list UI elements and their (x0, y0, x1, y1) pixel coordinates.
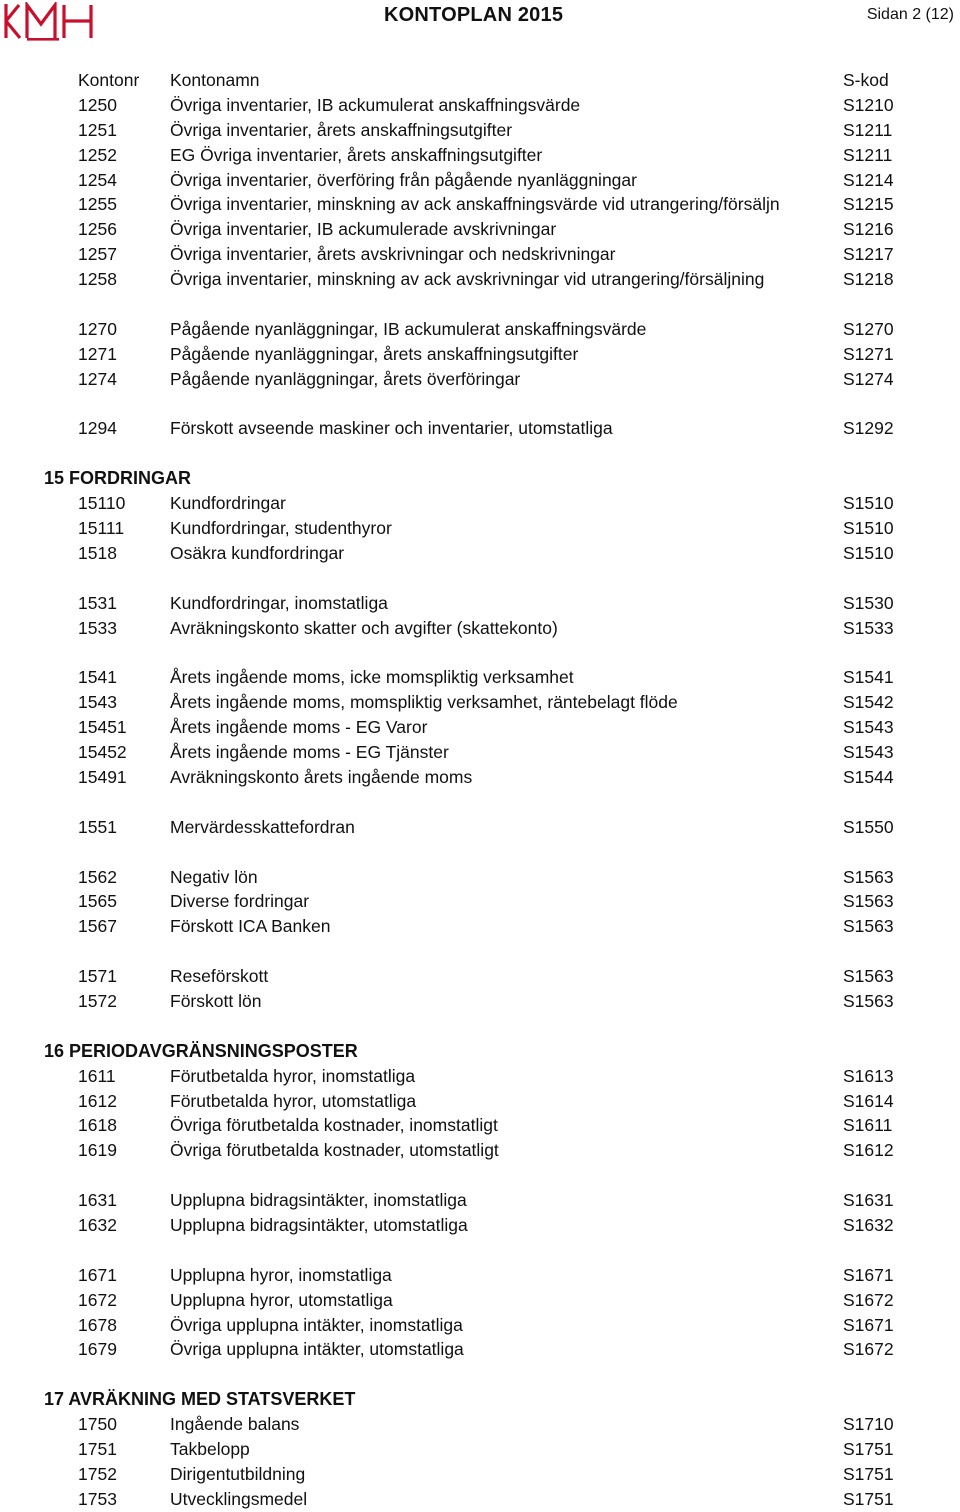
account-number: 1271 (78, 343, 117, 364)
account-name: Övriga inventarier, minskning av ack anskaffningsvärde vid utrangering/försäljn (170, 194, 780, 215)
account-number: 1671 (78, 1264, 117, 1285)
account-number: 1571 (78, 966, 117, 987)
s-code: S1218 (843, 269, 894, 290)
s-code: S1274 (843, 368, 894, 389)
s-code: S1210 (843, 94, 894, 115)
account-number: 1294 (78, 418, 117, 439)
s-code: S1215 (843, 194, 894, 215)
table-row (0, 1064, 960, 1089)
section-spacer (0, 1362, 960, 1387)
section-spacer (0, 939, 960, 964)
table-row (0, 1437, 960, 1462)
table-row (0, 1188, 960, 1213)
s-code: S1542 (843, 692, 894, 713)
s-code: S1530 (843, 592, 894, 613)
s-code: S1550 (843, 816, 894, 837)
account-name: Kundfordringar (170, 493, 286, 514)
account-name: Övriga inventarier, årets anskaffningsutgifter (170, 119, 513, 140)
account-name: Diverse fordringar (170, 891, 310, 912)
s-code: S1214 (843, 169, 894, 190)
account-table (0, 68, 960, 1512)
table-row (0, 989, 960, 1014)
table-row (0, 143, 960, 168)
table-row (0, 1263, 960, 1288)
table-row (0, 516, 960, 541)
account-name: Övriga inventarier, IB ackumulerat anskaffningsvärde (170, 94, 581, 115)
s-code: S1270 (843, 318, 894, 339)
table-row (0, 865, 960, 890)
table-row (0, 1462, 960, 1487)
table-row (0, 964, 960, 989)
account-name: Upplupna bidragsintäkter, inomstatliga (170, 1190, 467, 1211)
account-number: 1632 (78, 1214, 117, 1235)
s-code: S1216 (843, 219, 894, 240)
account-number: 1254 (78, 169, 117, 190)
account-name: Årets ingående moms - EG Tjänster (170, 742, 449, 763)
section-spacer (0, 1238, 960, 1263)
account-number: 1551 (78, 816, 117, 837)
s-code: S1271 (843, 343, 894, 364)
table-row (0, 616, 960, 641)
account-name: Pågående nyanläggningar, IB ackumulerat anskaffningsvärde (170, 318, 647, 339)
account-name: Pågående nyanläggningar, årets anskaffningsutgifter (170, 343, 579, 364)
account-name: Förskott ICA Banken (170, 916, 331, 937)
table-row (0, 1288, 960, 1313)
account-number: 15451 (78, 717, 127, 738)
account-name: Förutbetalda hyror, inomstatliga (170, 1065, 416, 1086)
s-code: S1611 (843, 1115, 893, 1136)
s-code: S1510 (843, 493, 894, 514)
table-row (0, 1113, 960, 1138)
s-code: S1510 (843, 542, 894, 563)
section-spacer (0, 292, 960, 317)
account-number: 1531 (78, 592, 117, 613)
column-header-skod: S-kod (843, 70, 889, 90)
account-number: 1256 (78, 219, 117, 240)
table-row (0, 192, 960, 217)
document-title: KONTOPLAN 2015 (384, 4, 564, 26)
account-number: 1543 (78, 692, 117, 713)
s-code: S1563 (843, 990, 894, 1011)
account-name: Pågående nyanläggningar, årets överföringar (170, 368, 521, 389)
account-name: Ingående balans (170, 1414, 300, 1435)
table-row (0, 317, 960, 342)
column-header-number: Kontonr (78, 70, 140, 90)
account-name: Avräkningskonto årets ingående moms (170, 766, 473, 787)
table-row (0, 740, 960, 765)
account-number: 1270 (78, 318, 117, 339)
table-row (0, 242, 960, 267)
account-name: Övriga förutbetalda kostnader, utomstatligt (170, 1140, 499, 1161)
account-number: 1518 (78, 542, 117, 563)
account-number: 1752 (78, 1463, 117, 1484)
table-row (0, 815, 960, 840)
account-number: 1753 (78, 1488, 117, 1509)
account-name: Osäkra kundfordringar (170, 542, 345, 563)
account-name: Övriga inventarier, överföring från pågående nyanläggningar (170, 169, 637, 190)
account-name: Dirigentutbildning (170, 1463, 306, 1484)
table-row (0, 665, 960, 690)
kmh-logo (3, 2, 95, 42)
account-number: 1678 (78, 1314, 117, 1335)
account-number: 1679 (78, 1339, 117, 1360)
account-name: Förutbetalda hyror, utomstatliga (170, 1090, 417, 1111)
section-heading: 17 AVRÄKNING MED STATSVERKET (44, 1389, 356, 1410)
account-name: Övriga inventarier, årets avskrivningar och nedskrivningar (170, 244, 616, 265)
s-code: S1543 (843, 742, 894, 763)
account-name: Årets ingående moms, momspliktig verksamhet, räntebelagt flöde (170, 692, 678, 713)
section-spacer (0, 1014, 960, 1039)
account-name: Årets ingående moms, icke momspliktig verksamhet (170, 667, 574, 688)
table-row (0, 690, 960, 715)
table-row (0, 267, 960, 292)
s-code: S1632 (843, 1214, 894, 1235)
table-row (0, 1487, 960, 1512)
account-name: Utvecklingsmedel (170, 1488, 308, 1509)
account-number: 1612 (78, 1090, 117, 1111)
table-row (0, 1089, 960, 1114)
account-name: Upplupna hyror, utomstatliga (170, 1289, 393, 1310)
s-code: S1563 (843, 866, 894, 887)
s-code: S1612 (843, 1140, 894, 1161)
s-code: S1613 (843, 1065, 894, 1086)
s-code: S1543 (843, 717, 894, 738)
account-number: 1274 (78, 368, 117, 389)
table-row (0, 168, 960, 193)
s-code: S1544 (843, 766, 894, 787)
s-code: S1751 (843, 1463, 894, 1484)
section-spacer (0, 392, 960, 417)
account-number: 1562 (78, 866, 117, 887)
account-list (0, 93, 960, 1512)
account-number: 1541 (78, 667, 117, 688)
section-spacer (0, 566, 960, 591)
account-name: Förskott avseende maskiner och inventarier, utomstatliga (170, 418, 613, 439)
account-name: Årets ingående moms - EG Varor (170, 717, 428, 738)
account-number: 1533 (78, 617, 117, 638)
table-row (0, 1337, 960, 1362)
s-code: S1510 (843, 518, 894, 539)
account-number: 1618 (78, 1115, 117, 1136)
account-number: 1619 (78, 1140, 117, 1161)
table-row (0, 765, 960, 790)
s-code: S1671 (843, 1314, 894, 1335)
table-row (0, 416, 960, 441)
account-number: 1751 (78, 1438, 117, 1459)
s-code: S1672 (843, 1289, 894, 1310)
table-row (0, 715, 960, 740)
s-code: S1211 (843, 119, 893, 140)
account-name: Övriga upplupna intäkter, utomstatliga (170, 1339, 464, 1360)
account-name: Övriga upplupna intäkter, inomstatliga (170, 1314, 463, 1335)
account-name: Negativ lön (170, 866, 258, 887)
table-header-row (0, 68, 960, 93)
account-name: Övriga förutbetalda kostnader, inomstatligt (170, 1115, 498, 1136)
table-row (0, 541, 960, 566)
table-row (0, 1313, 960, 1338)
account-number: 1255 (78, 194, 117, 215)
s-code: S1710 (843, 1414, 894, 1435)
account-name: Kundfordringar, inomstatliga (170, 592, 388, 613)
account-name: Övriga inventarier, minskning av ack avskrivningar vid utrangering/försäljning (170, 269, 765, 290)
table-row (0, 1138, 960, 1163)
account-name: Kundfordringar, studenthyror (170, 518, 392, 539)
account-number: 15491 (78, 766, 127, 787)
s-code: S1563 (843, 966, 894, 987)
account-number: 1252 (78, 144, 117, 165)
account-number: 15110 (78, 493, 126, 514)
s-code: S1217 (843, 244, 894, 265)
section-spacer (0, 840, 960, 865)
account-number: 1672 (78, 1289, 117, 1310)
s-code: S1292 (843, 418, 894, 439)
section-spacer (0, 441, 960, 466)
account-name: Takbelopp (170, 1438, 250, 1459)
table-row (0, 367, 960, 392)
account-name: Upplupna bidragsintäkter, utomstatliga (170, 1214, 468, 1235)
account-name: Övriga inventarier, IB ackumulerade avskrivningar (170, 219, 557, 240)
section-heading: 15 FORDRINGAR (44, 468, 192, 489)
table-row (0, 118, 960, 143)
s-code: S1614 (843, 1090, 894, 1111)
account-number: 1611 (78, 1065, 116, 1086)
account-number: 1572 (78, 990, 117, 1011)
s-code: S1563 (843, 891, 894, 912)
s-code: S1563 (843, 916, 894, 937)
account-name: Mervärdesskattefordran (170, 816, 355, 837)
account-number: 15452 (78, 742, 127, 763)
table-row (0, 93, 960, 118)
section-spacer (0, 640, 960, 665)
s-code: S1671 (843, 1264, 894, 1285)
page-number: Sidan 2 (12) (866, 6, 954, 23)
account-number: 1750 (78, 1414, 117, 1435)
table-row (0, 1412, 960, 1437)
section-heading: 16 PERIODAVGRÄNSNINGSPOSTER (44, 1040, 358, 1061)
account-name: Förskott lön (170, 990, 262, 1011)
s-code: S1751 (843, 1488, 894, 1509)
s-code: S1631 (843, 1190, 894, 1211)
table-row (0, 889, 960, 914)
section-spacer (0, 790, 960, 815)
section-spacer (0, 1163, 960, 1188)
account-number: 1567 (78, 916, 117, 937)
account-name: EG Övriga inventarier, årets anskaffningsutgifter (170, 144, 543, 165)
account-number: 1257 (78, 244, 117, 265)
s-code: S1541 (843, 667, 894, 688)
account-name: Reseförskott (170, 966, 269, 987)
s-code: S1211 (843, 144, 893, 165)
table-row (0, 217, 960, 242)
s-code: S1751 (843, 1438, 894, 1459)
table-row (0, 591, 960, 616)
account-number: 15111 (78, 518, 125, 539)
account-number: 1250 (78, 94, 117, 115)
account-name: Upplupna hyror, inomstatliga (170, 1264, 392, 1285)
account-name: Avräkningskonto skatter och avgifter (skattekonto) (170, 617, 558, 638)
account-number: 1565 (78, 891, 117, 912)
table-row (0, 914, 960, 939)
column-header-name: Kontonamn (170, 70, 260, 90)
table-row (0, 342, 960, 367)
table-row (0, 491, 960, 516)
account-number: 1258 (78, 269, 117, 290)
s-code: S1533 (843, 617, 894, 638)
table-row (0, 1213, 960, 1238)
account-number: 1251 (78, 119, 117, 140)
s-code: S1672 (843, 1339, 894, 1360)
account-number: 1631 (78, 1190, 117, 1211)
